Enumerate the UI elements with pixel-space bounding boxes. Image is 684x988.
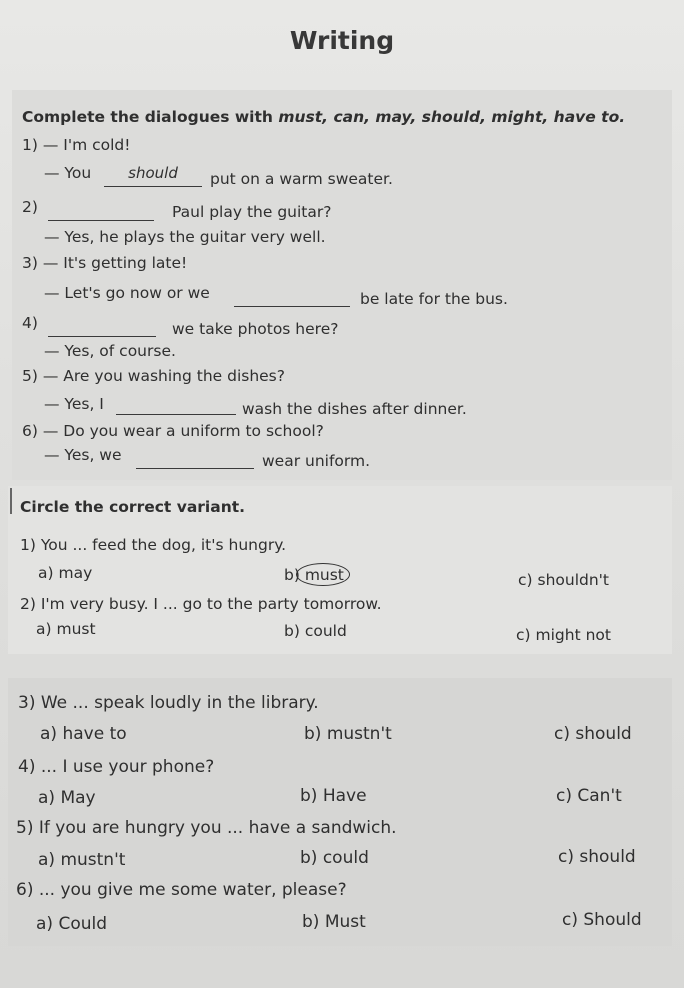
dialogue-line-end: wear uniform.: [262, 452, 371, 470]
section-marker: [10, 488, 12, 514]
option-b[interactable]: b) could: [284, 622, 347, 640]
option-b[interactable]: b) mustn't: [304, 724, 392, 744]
option-a[interactable]: a) may: [38, 564, 93, 582]
option-b[interactable]: b) Have: [300, 786, 367, 806]
option-a[interactable]: a) May: [38, 788, 96, 808]
dialogue-line-end: be late for the bus.: [360, 290, 508, 308]
question-text: 3) We ... speak loudly in the library.: [18, 693, 319, 713]
question-text: 2) I'm very busy. I ... go to the party tomorrow.: [20, 595, 382, 613]
option-a[interactable]: a) Could: [36, 914, 108, 934]
filled-answer: should: [128, 164, 178, 182]
option-c[interactable]: c) should: [558, 847, 636, 867]
option-a[interactable]: a) must: [36, 620, 96, 638]
dialogue-line-end: put on a warm sweater.: [210, 170, 393, 188]
page-title: Writing: [289, 26, 395, 55]
dialogue-line: — Yes, we: [44, 446, 122, 464]
answer-blank-5[interactable]: [116, 396, 236, 415]
answer-blank-4[interactable]: [48, 318, 156, 337]
answer-blank-6[interactable]: [136, 450, 254, 469]
dialogue-line: 6) — Do you wear a uniform to school?: [22, 422, 324, 440]
option-b[interactable]: b) Must: [302, 912, 366, 932]
option-b[interactable]: b) could: [300, 848, 369, 868]
option-c[interactable]: c) should: [554, 724, 632, 744]
dialogue-line: 2): [22, 198, 38, 216]
option-c[interactable]: c) might not: [516, 626, 611, 644]
exercise-2-panel-bottom: [8, 678, 672, 946]
dialogue-line-end: Paul play the guitar?: [172, 203, 332, 221]
dialogue-line: — Yes, he plays the guitar very well.: [44, 228, 326, 246]
dialogue-line-end: we take photos here?: [172, 320, 339, 338]
circled-answer-mark: [296, 563, 350, 586]
option-c[interactable]: c) Can't: [556, 786, 622, 806]
question-text: 6) ... you give me some water, please?: [16, 880, 347, 900]
dialogue-line: — Yes, I: [44, 395, 104, 413]
option-a[interactable]: a) have to: [40, 724, 127, 744]
exercise-1-instruction: [22, 108, 625, 126]
option-b[interactable]: b) must: [284, 566, 344, 584]
dialogue-line: 1) — I'm cold!: [22, 136, 131, 154]
question-text: 4) ... I use your phone?: [18, 757, 215, 777]
dialogue-line-end: wash the dishes after dinner.: [242, 400, 467, 418]
exercise-2-instruction: Circle the correct variant.: [20, 498, 246, 516]
question-text: 5) If you are hungry you ... have a sandwich.: [16, 818, 397, 838]
dialogue-line: — Yes, of course.: [44, 342, 176, 360]
dialogue-line: — Let's go now or we: [44, 284, 210, 302]
option-c[interactable]: c) Should: [562, 910, 642, 930]
option-a[interactable]: a) mustn't: [38, 850, 126, 870]
answer-blank-2[interactable]: [48, 202, 154, 221]
question-text: 1) You ... feed the dog, it's hungry.: [20, 536, 287, 554]
dialogue-line: — You: [44, 164, 92, 182]
dialogue-line: 3) — It's getting late!: [22, 254, 188, 272]
option-c[interactable]: c) shouldn't: [518, 571, 610, 589]
answer-blank-3[interactable]: [234, 288, 350, 307]
dialogue-line: 4): [22, 314, 38, 332]
instruction-modal-words: must, can, may, should, might, have to.: [278, 108, 626, 126]
dialogue-line: 5) — Are you washing the dishes?: [22, 367, 285, 385]
instruction-prefix: Complete the dialogues with: [22, 108, 279, 126]
